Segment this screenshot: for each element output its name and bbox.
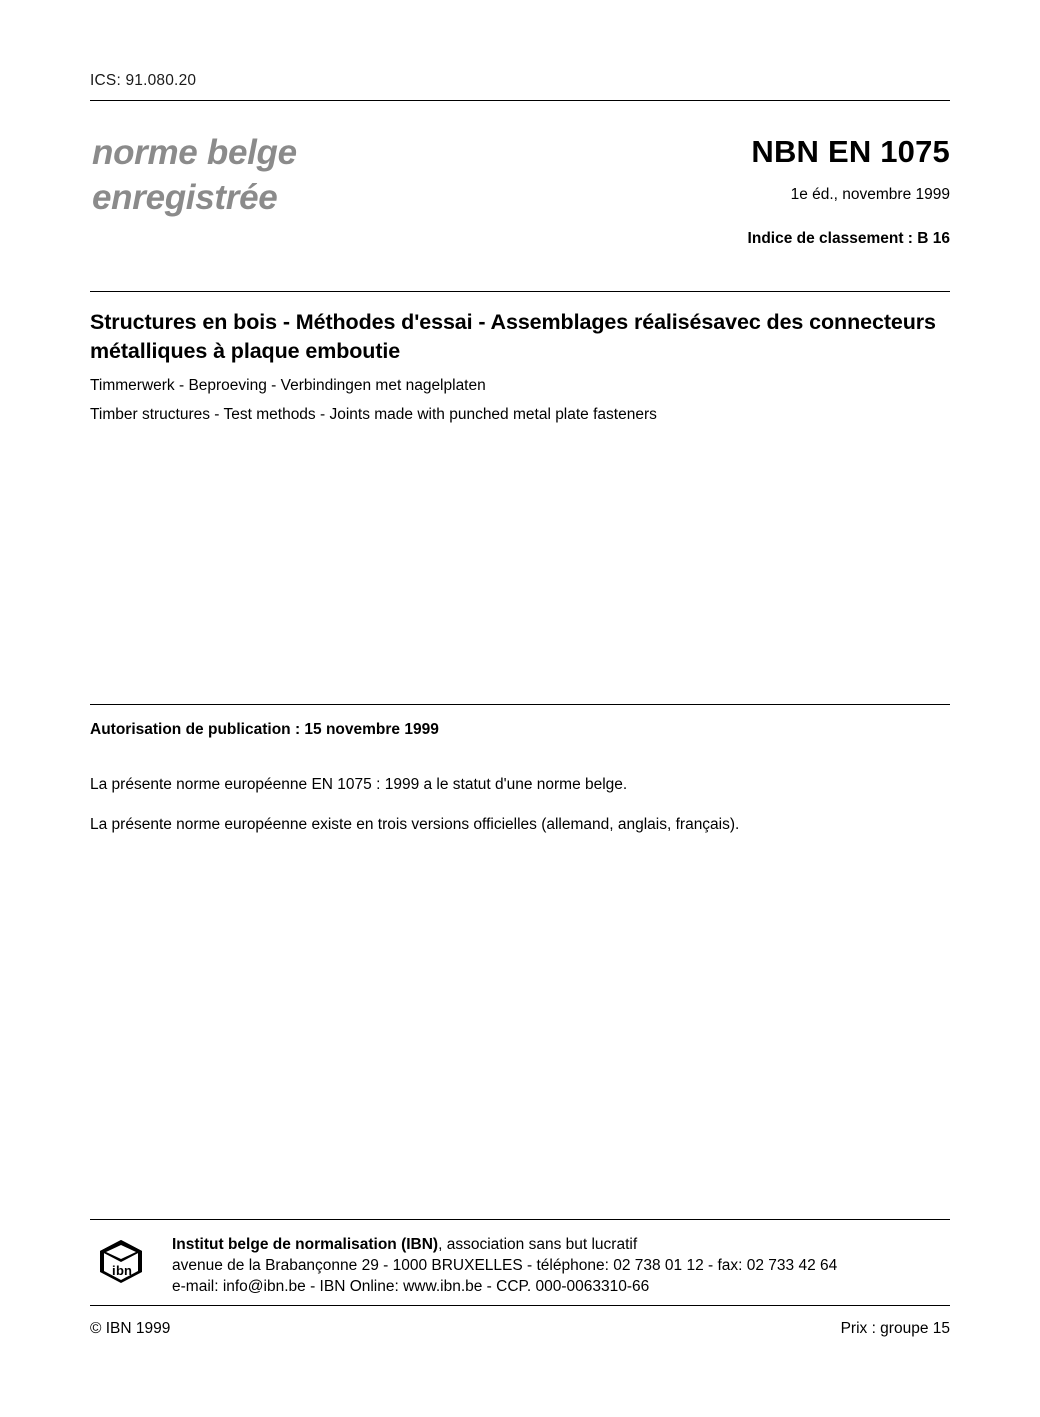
note-status: La présente norme européenne EN 1075 : 1999 a le statut d'une norme belge. [90, 776, 628, 793]
svg-text:b: b [116, 1263, 124, 1278]
brand-line-1: norme belge [92, 133, 297, 172]
divider-bottom [90, 1305, 950, 1306]
footer-address: avenue de la Brabançonne 29 - 1000 BRUXELLES - téléphone: 02 738 01 12 - fax: 02 733 42 64 [172, 1257, 838, 1274]
title-english: Timber structures - Test methods - Joints made with punched metal plate fasteners [90, 406, 657, 423]
divider-publication [90, 704, 950, 705]
footer-block [90, 1234, 950, 1304]
footer-organisation-line [172, 1234, 837, 1255]
footer-contact: e-mail: info@ibn.be - IBN Online: www.ibn.be - CCP. 000-0063310-66 [172, 1278, 650, 1295]
publication-authorization: Autorisation de publication : 15 novembre 1999 [90, 721, 439, 738]
svg-text:i: i [112, 1263, 116, 1278]
ibn-cube-logo-icon [98, 1238, 144, 1284]
copyright-notice: © IBN 1999 [90, 1320, 171, 1337]
divider-top [90, 100, 950, 101]
standard-edition: 1e éd., novembre 1999 [790, 186, 950, 203]
footer-organisation: Institut belge de normalisation (IBN) [172, 1236, 439, 1253]
standard-number: NBN EN 1075 [751, 134, 950, 169]
svg-text:n: n [124, 1263, 132, 1278]
title-french: Structures en bois - Méthodes d'essai - Assemblages réalisésavec des connecteurs métalliques à plaque emboutie [90, 310, 936, 363]
brand-line-2: enregistrée [92, 178, 278, 217]
brand-title [92, 130, 297, 220]
price-group: Prix : groupe 15 [840, 1320, 950, 1337]
footer-organisation-suffix: , association sans but lucratif [438, 1236, 638, 1253]
footer-text [172, 1234, 837, 1297]
divider-title [90, 291, 950, 292]
page-content [90, 0, 950, 1417]
ics-code: ICS: 91.080.20 [90, 72, 197, 89]
classification-index: Indice de classement : B 16 [747, 230, 950, 247]
note-versions: La présente norme européenne existe en trois versions officielles (allemand, anglais, français). [90, 816, 740, 833]
title-dutch: Timmerwerk - Beproeving - Verbindingen met nagelplaten [90, 377, 486, 394]
divider-footer [90, 1219, 950, 1220]
